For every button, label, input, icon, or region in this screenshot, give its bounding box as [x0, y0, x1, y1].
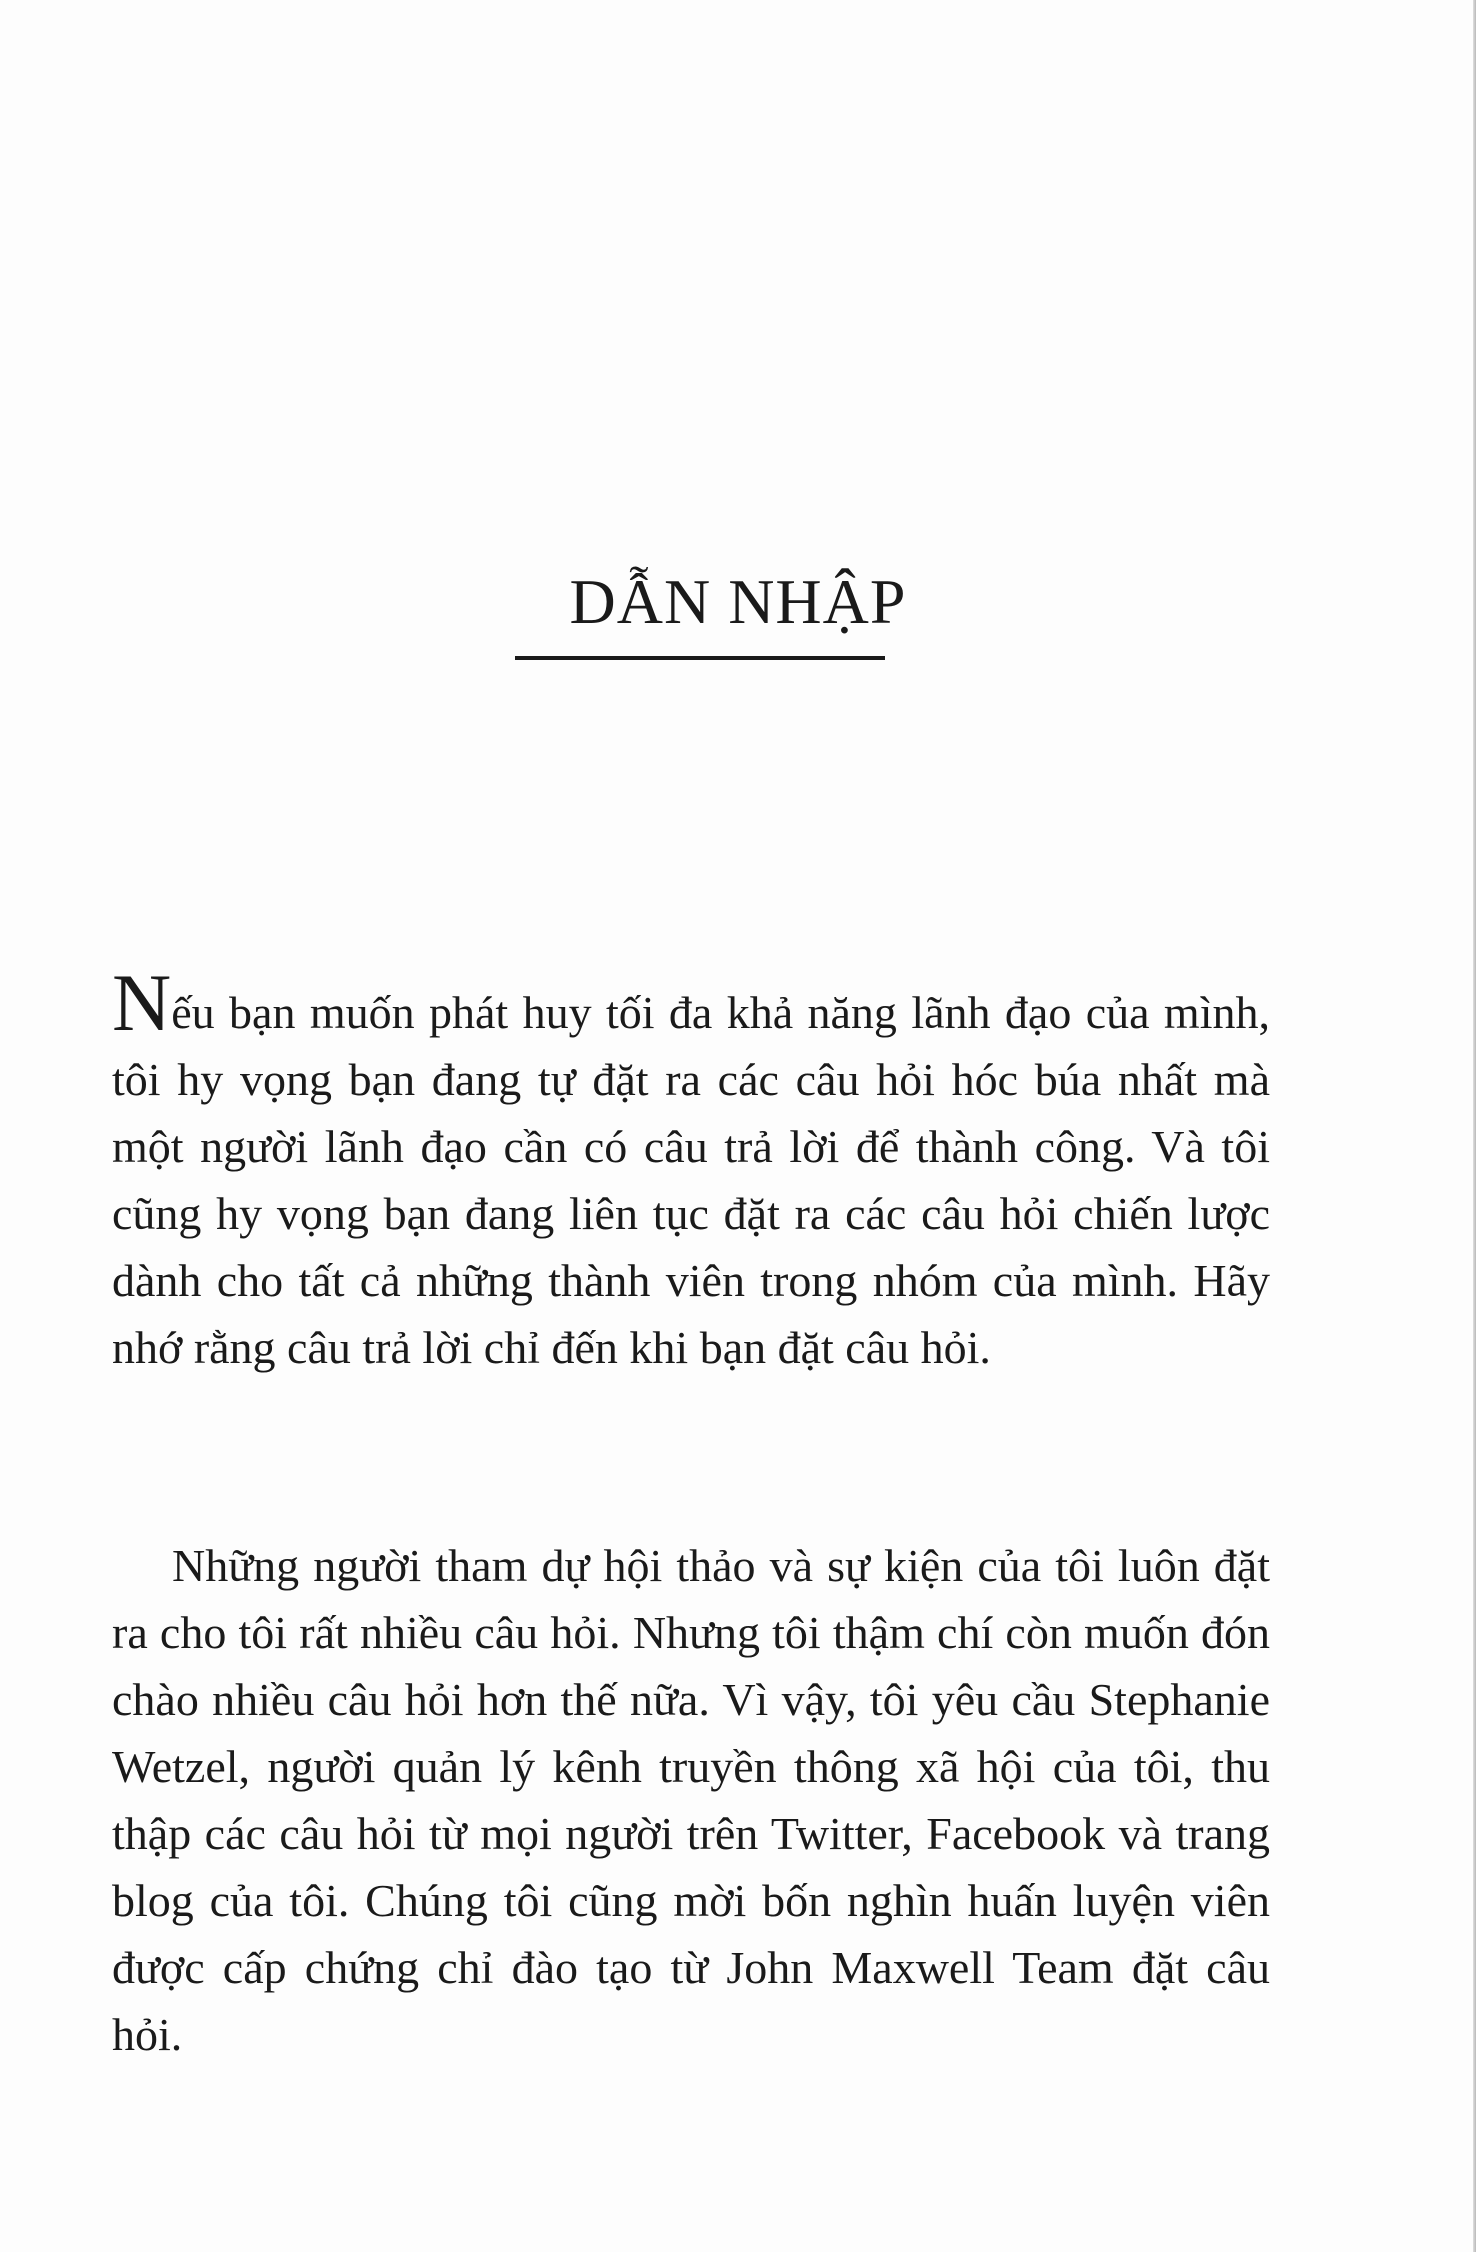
- paragraph-1: [112, 957, 1270, 1381]
- drop-cap: N: [112, 957, 172, 1048]
- chapter-title: DẪN NHẬP: [569, 566, 907, 637]
- title-underline: [515, 656, 885, 660]
- paragraph-1-text: ếu bạn muốn phát huy tối đa khả năng lãnh đạo của mình, tôi hy vọng bạn đang tự đặt ra các câu hỏi hóc búa nhất mà một người lãnh đạo cần có câu trả lời để thành công. Và tôi cũng hy vọng bạn đang liên tục đặt ra các câu hỏi chiến lược dành cho tất cả những thành viên trong nhóm của mình. Hãy nhớ rằng câu trả lời chỉ đến khi bạn đặt câu hỏi.: [112, 987, 1270, 1373]
- paragraph-2: Những người tham dự hội thảo và sự kiện của tôi luôn đặt ra cho tôi rất nhiều câu hỏi. Nhưng tôi thậm chí còn muốn đón chào nhiều câu hỏi hơn thế nữa. Vì vậy, tôi yêu cầu Stephanie Wetzel, người quản lý kênh truyền thông xã hội của tôi, thu thập các câu hỏi từ mọi người trên Twitter, Facebook và trang blog của tôi. Chúng tôi cũng mời bốn nghìn huấn luyện viên được cấp chứng chỉ đào tạo từ John Maxwell Team đặt câu hỏi.: [112, 1540, 1270, 2060]
